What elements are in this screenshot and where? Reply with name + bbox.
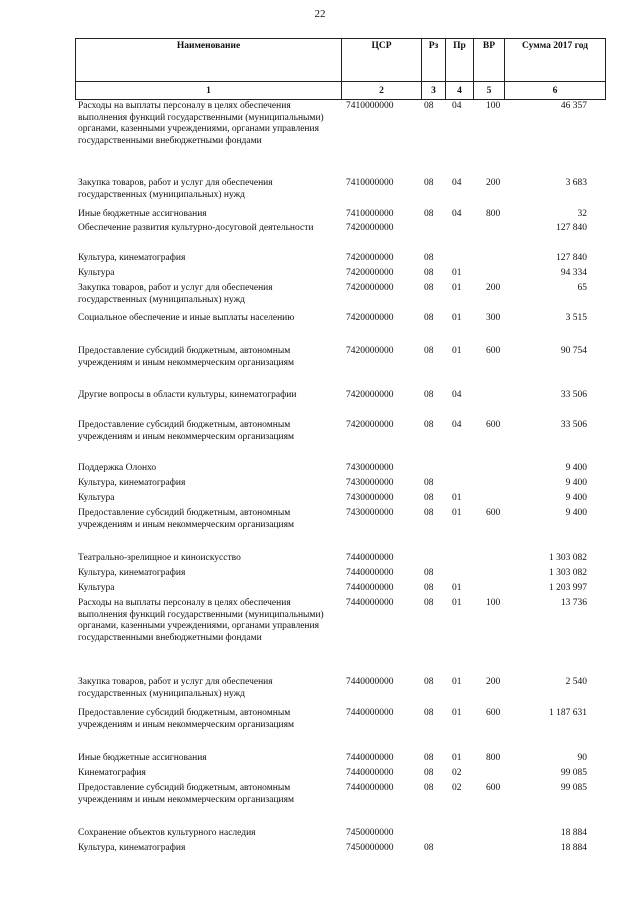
cell-rz: 08 — [424, 583, 434, 593]
cell-vr: 600 — [486, 508, 501, 518]
cell-name: Поддержка Олонхо — [78, 463, 157, 473]
cell-csr: 7440000000 — [346, 753, 394, 763]
cell-pr: 01 — [452, 598, 462, 608]
cell-name: Культура, кинематография — [78, 568, 186, 578]
cell-name: Культура, кинематография — [78, 478, 186, 488]
cell-vr: 100 — [486, 598, 501, 608]
cell-rz: 08 — [424, 178, 434, 188]
cell-vr: 200 — [486, 283, 501, 293]
cell-rz: 08 — [424, 420, 434, 430]
cell-csr: 7420000000 — [346, 346, 394, 356]
cell-rz: 08 — [424, 598, 434, 608]
cell-sum: 2 540 — [565, 677, 587, 687]
cell-csr: 7420000000 — [346, 283, 394, 293]
cell-rz: 08 — [424, 346, 434, 356]
cell-sum: 90 754 — [560, 346, 587, 356]
cell-vr: 100 — [486, 101, 501, 111]
cell-csr: 7420000000 — [346, 420, 394, 430]
cell-pr: 02 — [452, 768, 462, 778]
cell-csr: 7440000000 — [346, 677, 394, 687]
cell-sum: 13 736 — [560, 598, 587, 608]
cell-sum: 127 840 — [556, 223, 587, 233]
cell-csr: 7420000000 — [346, 253, 394, 263]
cell-name: Закупка товаров, работ и услуг для обеспечения государственных (муниципальных) нужд — [78, 677, 273, 699]
cell-name: Предоставление субсидий бюджетным, автономным учреждениям и иным некоммерческим организациям — [78, 783, 295, 805]
cell-csr: 7420000000 — [346, 268, 394, 278]
cell-pr: 01 — [452, 677, 462, 687]
cell-sum: 18 884 — [560, 843, 587, 853]
cell-vr: 200 — [486, 677, 501, 687]
header-num-6: 6 — [505, 82, 606, 100]
cell-sum: 18 884 — [560, 828, 587, 838]
cell-csr: 7410000000 — [346, 209, 394, 219]
cell-csr: 7410000000 — [346, 178, 394, 188]
cell-vr: 600 — [486, 783, 501, 793]
cell-pr: 01 — [452, 346, 462, 356]
cell-sum: 9 400 — [565, 508, 587, 518]
cell-vr: 800 — [486, 209, 501, 219]
cell-name: Культура, кинематография — [78, 843, 186, 853]
header-rz: Рз — [422, 39, 446, 82]
cell-rz: 08 — [424, 508, 434, 518]
cell-csr: 7450000000 — [346, 843, 394, 853]
cell-csr: 7440000000 — [346, 568, 394, 578]
cell-pr: 02 — [452, 783, 462, 793]
cell-name: Культура — [78, 493, 115, 503]
cell-vr: 800 — [486, 753, 501, 763]
cell-rz: 08 — [424, 101, 434, 111]
cell-rz: 08 — [424, 283, 434, 293]
cell-rz: 08 — [424, 493, 434, 503]
cell-pr: 04 — [452, 178, 462, 188]
cell-pr: 01 — [452, 753, 462, 763]
cell-csr: 7420000000 — [346, 390, 394, 400]
cell-pr: 01 — [452, 583, 462, 593]
cell-pr: 04 — [452, 101, 462, 111]
cell-sum: 32 — [577, 209, 587, 219]
cell-sum: 46 357 — [560, 101, 587, 111]
cell-rz: 08 — [424, 268, 434, 278]
header-sum: Сумма 2017 год — [505, 39, 606, 82]
cell-rz: 08 — [424, 768, 434, 778]
cell-sum: 1 303 082 — [549, 568, 587, 578]
cell-csr: 7430000000 — [346, 508, 394, 518]
cell-rz: 08 — [424, 209, 434, 219]
cell-pr: 01 — [452, 283, 462, 293]
cell-pr: 01 — [452, 708, 462, 718]
cell-rz: 08 — [424, 708, 434, 718]
header-num-1: 1 — [76, 82, 342, 100]
cell-csr: 7430000000 — [346, 493, 394, 503]
cell-name: Иные бюджетные ассигнования — [78, 753, 207, 763]
cell-sum: 90 — [577, 753, 587, 763]
cell-name: Обеспечение развития культурно-досуговой деятельности — [78, 223, 314, 233]
header-num-3: 3 — [422, 82, 446, 100]
cell-vr: 200 — [486, 178, 501, 188]
header-num-2: 2 — [342, 82, 422, 100]
cell-csr: 7440000000 — [346, 553, 394, 563]
cell-name: Предоставление субсидий бюджетным, автономным учреждениям и иным некоммерческим организациям — [78, 346, 295, 368]
cell-sum: 99 085 — [560, 768, 587, 778]
cell-csr: 7440000000 — [346, 583, 394, 593]
header-num-5: 5 — [474, 82, 505, 100]
cell-name: Сохранение объектов культурного наследия — [78, 828, 256, 838]
cell-name: Предоставление субсидий бюджетным, автономным учреждениям и иным некоммерческим организациям — [78, 708, 295, 730]
cell-csr: 7430000000 — [346, 463, 394, 473]
header-name: Наименование — [76, 39, 342, 82]
cell-sum: 3 515 — [565, 313, 587, 323]
cell-rz: 08 — [424, 390, 434, 400]
cell-csr: 7420000000 — [346, 313, 394, 323]
cell-csr: 7440000000 — [346, 768, 394, 778]
cell-pr: 04 — [452, 390, 462, 400]
cell-name: Закупка товаров, работ и услуг для обеспечения государственных (муниципальных) нужд — [78, 283, 273, 305]
cell-name: Расходы на выплаты персоналу в целях обеспечения выполнения функций государственными (муниципальными) органами, казенными учреждениями, органами управления государственными внебюджетными фондами — [78, 101, 324, 146]
cell-name: Культура, кинематография — [78, 253, 186, 263]
header-num-4: 4 — [446, 82, 474, 100]
header-vr: ВР — [474, 39, 505, 82]
cell-rz: 08 — [424, 783, 434, 793]
cell-rz: 08 — [424, 843, 434, 853]
cell-sum: 3 683 — [565, 178, 587, 188]
cell-name: Социальное обеспечение и иные выплаты населению — [78, 313, 295, 323]
cell-rz: 08 — [424, 478, 434, 488]
cell-name: Иные бюджетные ассигнования — [78, 209, 207, 219]
cell-vr: 300 — [486, 313, 501, 323]
cell-pr: 04 — [452, 420, 462, 430]
header-csr: ЦСР — [342, 39, 422, 82]
cell-rz: 08 — [424, 753, 434, 763]
cell-csr: 7440000000 — [346, 783, 394, 793]
cell-pr: 01 — [452, 313, 462, 323]
cell-sum: 65 — [577, 283, 587, 293]
cell-name: Культура — [78, 268, 115, 278]
cell-pr: 01 — [452, 493, 462, 503]
cell-rz: 08 — [424, 313, 434, 323]
cell-sum: 33 506 — [560, 420, 587, 430]
cell-sum: 127 840 — [556, 253, 587, 263]
header-pr: Пр — [446, 39, 474, 82]
cell-sum: 99 085 — [560, 783, 587, 793]
cell-csr: 7440000000 — [346, 598, 394, 608]
cell-rz: 08 — [424, 677, 434, 687]
cell-vr: 600 — [486, 708, 501, 718]
cell-sum: 1 187 631 — [549, 708, 587, 718]
page-number: 22 — [314, 8, 326, 20]
cell-csr: 7450000000 — [346, 828, 394, 838]
cell-name: Расходы на выплаты персоналу в целях обеспечения выполнения функций государственными (муниципальными) органами, казенными учреждениями, органами управления государственными внебюджетными фондами — [78, 598, 324, 643]
cell-csr: 7430000000 — [346, 478, 394, 488]
cell-name: Закупка товаров, работ и услуг для обеспечения государственных (муниципальных) нужд — [78, 178, 273, 200]
cell-pr: 04 — [452, 209, 462, 219]
cell-name: Театрально-зрелищное и киноискусство — [78, 553, 241, 563]
cell-rz: 08 — [424, 253, 434, 263]
cell-sum: 9 400 — [565, 493, 587, 503]
cell-rz: 08 — [424, 568, 434, 578]
cell-sum: 1 303 082 — [549, 553, 587, 563]
cell-pr: 01 — [452, 508, 462, 518]
cell-csr: 7410000000 — [346, 101, 394, 111]
cell-name: Другие вопросы в области культуры, кинематографии — [78, 390, 297, 400]
cell-csr: 7420000000 — [346, 223, 394, 233]
cell-name: Культура — [78, 583, 115, 593]
cell-pr: 01 — [452, 268, 462, 278]
cell-sum: 1 203 997 — [549, 583, 587, 593]
cell-csr: 7440000000 — [346, 708, 394, 718]
cell-name: Предоставление субсидий бюджетным, автономным учреждениям и иным некоммерческим организациям — [78, 420, 295, 442]
cell-sum: 94 334 — [560, 268, 587, 278]
cell-vr: 600 — [486, 346, 501, 356]
cell-sum: 9 400 — [565, 478, 587, 488]
cell-name: Предоставление субсидий бюджетным, автономным учреждениям и иным некоммерческим организациям — [78, 508, 295, 530]
cell-sum: 9 400 — [565, 463, 587, 473]
cell-vr: 600 — [486, 420, 501, 430]
cell-name: Кинематография — [78, 768, 146, 778]
cell-sum: 33 506 — [560, 390, 587, 400]
